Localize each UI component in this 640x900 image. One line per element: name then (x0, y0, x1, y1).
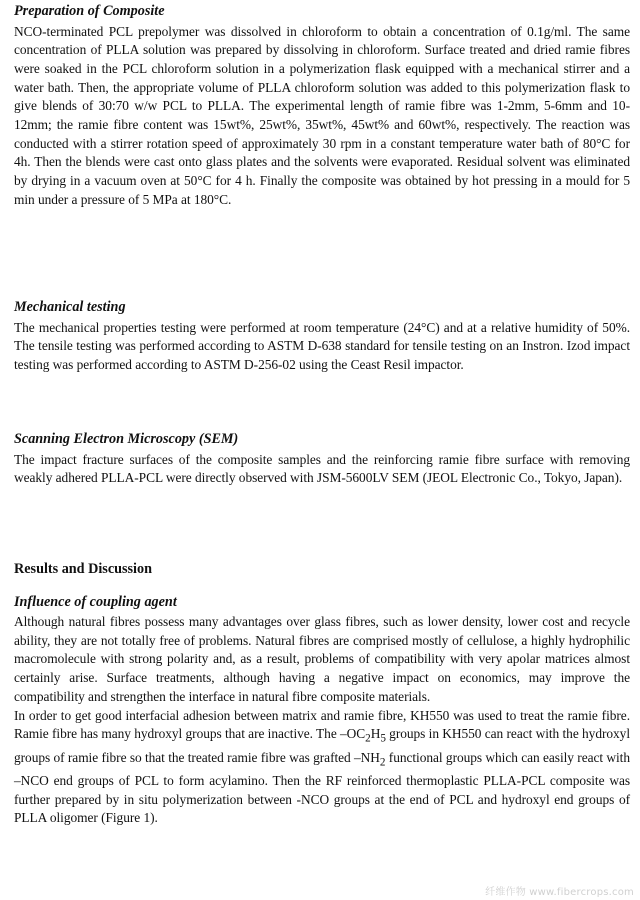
preparation-section (14, 2, 630, 210)
sem-paragraph: The impact fracture surfaces of the composite samples and the reinforcing ramie fibre surface with removing weakly adhered PLLA-PCL were directly observed with JSM-5600LV SEM (JEOL Electronic Co., Tokyo, Japan). (14, 451, 630, 486)
sem-section (14, 430, 630, 488)
results-heading: Results and Discussion (14, 561, 152, 577)
para2-part-d: functional groups which can easily react with –NCO end groups of PCL to form acylamino. Then the RF reinforced thermoplastic PLLA-PCL composite was further prepared by in situ polymerization between -NCO groups at the end of PCL and hydroxyl end groups of PLLA oligomer (Figure 1). (14, 749, 630, 826)
mechanical-testing-heading: Mechanical testing (14, 299, 126, 315)
sem-heading: Scanning Electron Microscopy (SEM) (14, 431, 239, 447)
results-paragraph-1: Although natural fibres possess many advantages over glass fibres, such as lower density, lower cost and recycle ability, they are not totally free of problems. Natural fibres are comprised mostly of cellulose, a highly hydrophilic macromolecule with strong polarity and, as a result, problems of compatibility with very apolar matrices almost certainly arise. Surface treatments, although having a negative impact on economics, may improve the compatibility and strengthen the interface in natural fibre composite materials. (14, 614, 630, 704)
site-watermark: 纤维作物 www.fibercrops.com (485, 887, 634, 898)
results-paragraph-2 (14, 707, 630, 829)
preparation-paragraph: NCO-terminated PCL prepolymer was dissolved in chloroform to obtain a concentration of 0.1g/ml. The same concentration of PLLA solution was prepared by dissolving in chloroform. Surface treated and dried ramie fibres were soaked in the PCL chloroform solution in a polymerization flask equipped with a mechanical stirrer and a water bath. Then, the appropriate volume of PLLA chloroform solution was added to this polymerization flask to give blends of 30:70 w/w PCL to PLLA. The experimental length of ramie fibre was 1-2mm, 5-6mm and 10-12mm; the ramie fibre content was 15wt%, 25wt%, 35wt%, 45wt% and 60wt%, respectively. The reaction was conducted with a stirrer rotation speed of approximately 30 rpm in a constant temperature water bath of 80°C for 4h. Then the blends were cast onto glass plates and the solvents were evaporated. Residual solvent was eliminated by drying in a vacuum oven at 50°C for 4 h. Finally the composite was obtained by hot pressing in a mould for 5 min under a pressure of 5 MPa at 180°C. (14, 23, 630, 207)
coupling-agent-heading: Influence of coupling agent (14, 593, 177, 610)
para2-subscript-2: 5 (380, 732, 386, 745)
preparation-heading: Preparation of Composite (14, 3, 165, 19)
mechanical-testing-paragraph: The mechanical properties testing were performed at room temperature (24°C) and at a relative humidity of 50%. The tensile testing was performed according to ASTM D-638 standard for tensile testing on an Instron. Izod impact testing was performed according to ASTM D-256-02 using the Ceast Resil impactor. (14, 319, 630, 372)
para2-part-c: groups in KH550 can react with the hydroxyl groups of ramie fibre so that the treated ramie fibre was grafted –NH (14, 726, 630, 765)
para2-subscript-1: 2 (365, 732, 371, 745)
para2-part-b: H (370, 726, 381, 742)
para2-subscript-3: 2 (379, 756, 386, 769)
mechanical-testing-section (14, 298, 630, 375)
results-section (14, 560, 630, 828)
para2-part-a: In order to get good interfacial adhesion between matrix and ramie fibre, KH550 was used to treat the ramie fibre. Ramie fibre has many hydroxyl groups that are inactive. The –OC (14, 707, 630, 742)
